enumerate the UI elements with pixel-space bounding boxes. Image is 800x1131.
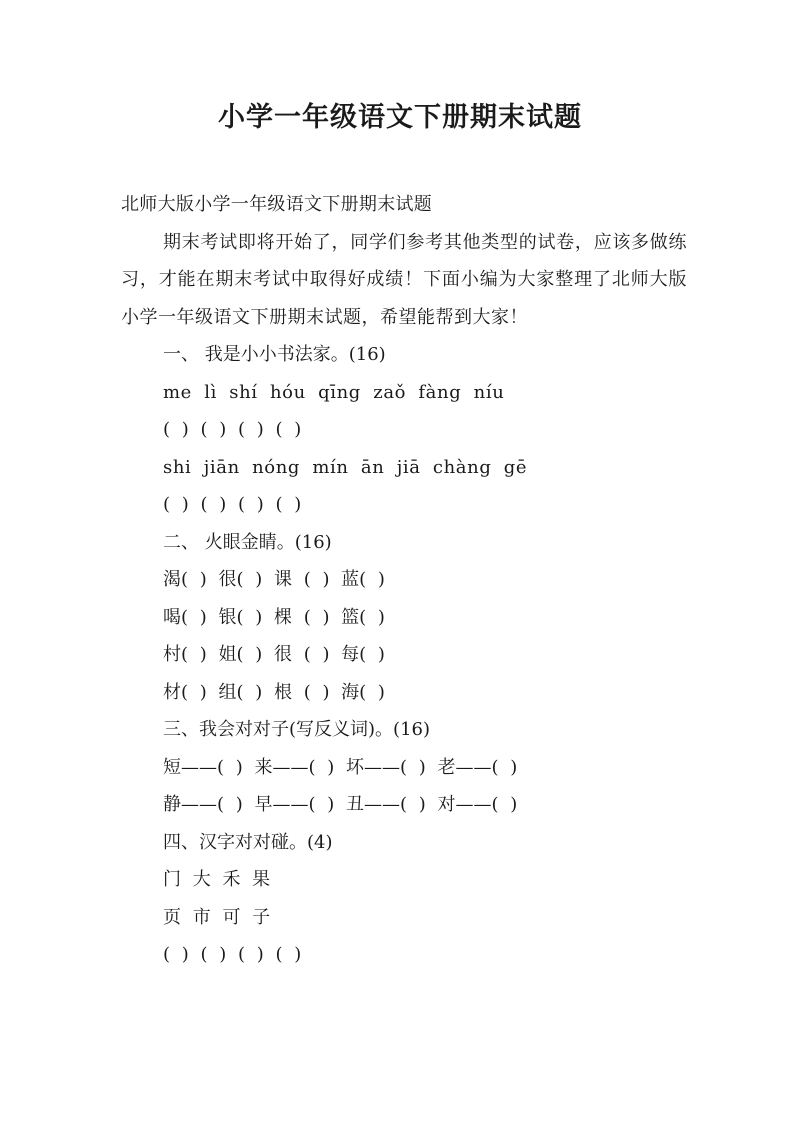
- section-4-heading: 四、汉字对对碰。(4): [163, 831, 333, 853]
- section-2-row: 渴( ) 很( ) 课 ( ) 蓝( ): [163, 569, 385, 590]
- section-2-row: 村( ) 姐( ) 很 ( ) 每( ): [163, 644, 385, 665]
- section-2-heading: 二、 火眼金睛。(16): [163, 531, 332, 553]
- section-1-blanks-line-2: ( ) ( ) ( ) ( ): [163, 494, 302, 515]
- document-title: 小学一年级语文下册期末试题: [218, 102, 582, 133]
- section-3-row: 静——( ) 早——( ) 丑——( ) 对——( ): [163, 794, 518, 815]
- section-3-heading: 三、我会对对子(写反义词)。(16): [163, 719, 430, 740]
- section-2-row: 材( ) 组( ) 根 ( ) 海( ): [163, 681, 385, 703]
- intro-paragraph: 期末考试即将开始了，同学们参考其他类型的试卷，应该多做练习，才能在期末考试中取得好成绩！下面小编为大家整理了北师大版小学一年级语文下册期末试题，希望能帮到大家！: [121, 231, 687, 328]
- section-1-blanks-line-1: ( ) ( ) ( ) ( ): [163, 419, 302, 440]
- section-4-char-row-1: 门 大 禾 果: [163, 869, 271, 890]
- document-body: [121, 186, 687, 974]
- section-2-row: 喝( ) 银( ) 棵 ( ) 篮( ): [163, 606, 385, 628]
- section-3-row: 短——( ) 来——( ) 坏——( ) 老——( ): [163, 756, 518, 778]
- section-1-pinyin-line-2: shi jiān nóng mín ān jiā chàng gē: [163, 456, 528, 478]
- document-subtitle: 北师大版小学一年级语文下册期末试题: [121, 194, 433, 215]
- section-4-blanks: ( ) ( ) ( ) ( ): [163, 944, 302, 965]
- section-4-char-row-2: 页 市 可 子: [163, 906, 271, 928]
- section-1-pinyin-line-1: me lì shí hóu qīng zaǒ fàng níu: [163, 381, 505, 403]
- section-1-heading: 一、 我是小小书法家。(16): [163, 344, 386, 365]
